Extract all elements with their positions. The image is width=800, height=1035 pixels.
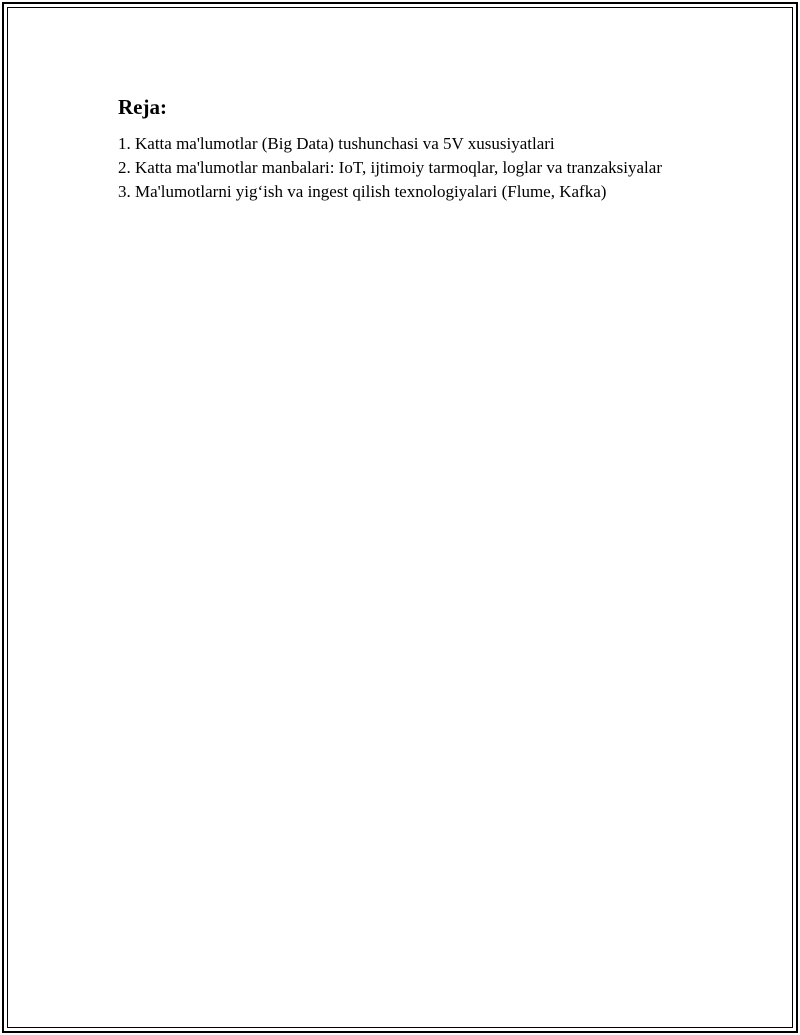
document-content	[118, 94, 678, 204]
plan-list	[118, 132, 678, 204]
plan-item-1: 1. Katta ma'lumotlar (Big Data) tushunchasi va 5V xususiyatlari	[118, 134, 555, 153]
plan-item-2: 2. Katta ma'lumotlar manbalari: IoT, ijtimoiy tarmoqlar, loglar va tranzaksiyalar	[118, 158, 662, 177]
plan-heading: Reja:	[118, 95, 167, 119]
plan-item-3: 3. Ma'lumotlarni yig‘ish va ingest qilish texnologiyalari (Flume, Kafka)	[118, 182, 607, 201]
